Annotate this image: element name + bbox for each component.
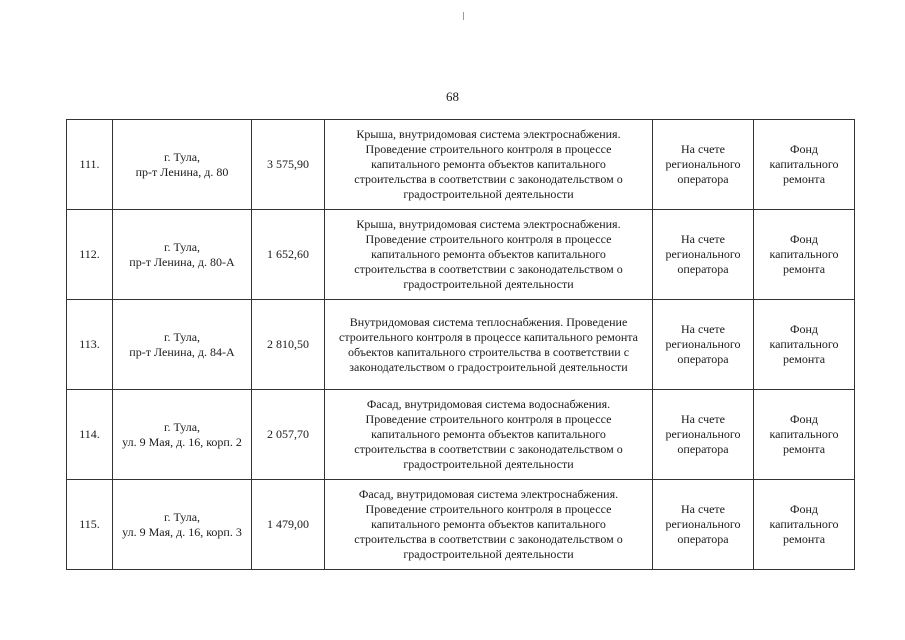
owner-line: регионального [665, 517, 741, 531]
address-cell [113, 300, 252, 390]
scan-mark [463, 12, 464, 20]
owner-line: регионального [665, 157, 741, 171]
owner-line: На счете [680, 232, 725, 246]
row-number [67, 480, 113, 570]
address-city: г. Тула, [163, 149, 201, 164]
address-cell [113, 390, 252, 480]
area-value: 1 479,00 [267, 517, 309, 531]
owner-line: На счете [680, 412, 725, 426]
works-line: строительства в соответствии с законодательством о [354, 172, 623, 186]
works-line: капитального ремонта объектов капитального [371, 517, 606, 531]
owner-line: На счете [680, 502, 725, 516]
owner-line: оператора [677, 532, 729, 546]
table-row [67, 300, 855, 390]
row-number-text: 114. [79, 427, 100, 441]
area-cell [252, 210, 325, 300]
fund-line: Фонд [789, 232, 818, 246]
owner-line: оператора [677, 262, 729, 276]
table-row [67, 480, 855, 570]
works-line: строительства в соответствии с законодательством о [354, 442, 623, 456]
address-street: пр-т Ленина, д. 80 [135, 164, 229, 179]
works-line: Внутридомовая система теплоснабжения. Проведение [349, 314, 628, 329]
fund-line: капитального [769, 157, 839, 171]
fund-line: капитального [769, 247, 839, 261]
address-cell [113, 210, 252, 300]
area-cell [252, 120, 325, 210]
fund-line: ремонта [782, 442, 826, 456]
owner-line: регионального [665, 247, 741, 261]
works-cell [325, 120, 653, 210]
area-value: 1 652,60 [267, 247, 309, 261]
table-body [67, 120, 855, 570]
works-line: строительства в соответствии с законодательством о [354, 262, 623, 276]
works-line: Фасад, внутридомовая система электроснабжения. [358, 487, 619, 501]
fund-cell [754, 210, 855, 300]
works-cell [325, 480, 653, 570]
fund-line: Фонд [789, 142, 818, 156]
address-city: г. Тула, [163, 329, 201, 344]
area-value: 2 057,70 [267, 427, 309, 441]
fund-line: капитального [769, 517, 839, 531]
works-line: объектов капитального строительства в соответствии с [347, 344, 630, 359]
address-street: пр-т Ленина, д. 80-А [129, 254, 235, 269]
address-city: г. Тула, [163, 239, 201, 254]
area-cell [252, 480, 325, 570]
works-line: капитального ремонта объектов капитального [371, 427, 606, 441]
repair-register-table [66, 119, 855, 570]
owner-cell [653, 120, 754, 210]
row-number [67, 390, 113, 480]
fund-line: капитального [769, 427, 839, 441]
works-cell [325, 300, 653, 390]
owner-cell [653, 390, 754, 480]
works-cell [325, 210, 653, 300]
works-line: строительного контроля в процессе капитального ремонта [339, 329, 638, 344]
row-number-text: 115. [79, 517, 100, 531]
owner-line: оператора [677, 352, 729, 366]
address-street: ул. 9 Мая, д. 16, корп. 3 [122, 524, 242, 539]
address-street: пр-т Ленина, д. 84-А [129, 344, 235, 359]
works-line: градостроительной деятельности [403, 457, 574, 471]
fund-line: Фонд [789, 322, 818, 336]
address-city: г. Тула, [163, 419, 201, 434]
fund-line: ремонта [782, 352, 826, 366]
fund-line: ремонта [782, 532, 826, 546]
works-line: Проведение строительного контроля в процессе [365, 412, 612, 426]
fund-line: ремонта [782, 172, 826, 186]
area-cell [252, 300, 325, 390]
fund-cell [754, 120, 855, 210]
owner-cell [653, 210, 754, 300]
owner-cell [653, 480, 754, 570]
address-cell [113, 120, 252, 210]
works-line: Проведение строительного контроля в процессе [365, 142, 612, 156]
works-line: капитального ремонта объектов капитального [371, 157, 606, 171]
works-line: законодательством о градостроительной деятельности [349, 359, 628, 374]
works-line: градостроительной деятельности [403, 547, 574, 561]
row-number [67, 120, 113, 210]
owner-line: На счете [680, 142, 725, 156]
fund-line: ремонта [782, 262, 826, 276]
address-cell [113, 480, 252, 570]
owner-line: регионального [665, 337, 741, 351]
row-number [67, 210, 113, 300]
area-value: 2 810,50 [267, 337, 309, 351]
address-city: г. Тула, [163, 509, 201, 524]
works-cell [325, 390, 653, 480]
fund-cell [754, 300, 855, 390]
owner-line: регионального [665, 427, 741, 441]
table-row [67, 390, 855, 480]
works-line: Проведение строительного контроля в процессе [365, 232, 612, 246]
owner-line: оператора [677, 172, 729, 186]
address-street: ул. 9 Мая, д. 16, корп. 2 [122, 434, 242, 449]
fund-cell [754, 480, 855, 570]
works-line: строительства в соответствии с законодательством о [354, 532, 623, 546]
area-cell [252, 390, 325, 480]
fund-line: капитального [769, 337, 839, 351]
owner-line: На счете [680, 322, 725, 336]
area-value: 3 575,90 [267, 157, 309, 171]
works-line: Фасад, внутридомовая система водоснабжения. [366, 397, 611, 411]
row-number [67, 300, 113, 390]
table-row [67, 210, 855, 300]
works-line: градостроительной деятельности [403, 277, 574, 291]
fund-line: Фонд [789, 412, 818, 426]
works-line: Проведение строительного контроля в процессе [365, 502, 612, 516]
fund-cell [754, 390, 855, 480]
works-line: градостроительной деятельности [403, 187, 574, 201]
row-number-text: 111. [79, 157, 100, 171]
row-number-text: 112. [79, 247, 100, 261]
works-line: капитального ремонта объектов капитального [371, 247, 606, 261]
page-number: 68 [446, 89, 459, 104]
works-line: Крыша, внутридомовая система электроснабжения. [356, 127, 621, 141]
owner-line: оператора [677, 442, 729, 456]
row-number-text: 113. [79, 337, 100, 351]
owner-cell [653, 300, 754, 390]
table-row [67, 120, 855, 210]
fund-line: Фонд [789, 502, 818, 516]
works-line: Крыша, внутридомовая система электроснабжения. [356, 217, 621, 231]
